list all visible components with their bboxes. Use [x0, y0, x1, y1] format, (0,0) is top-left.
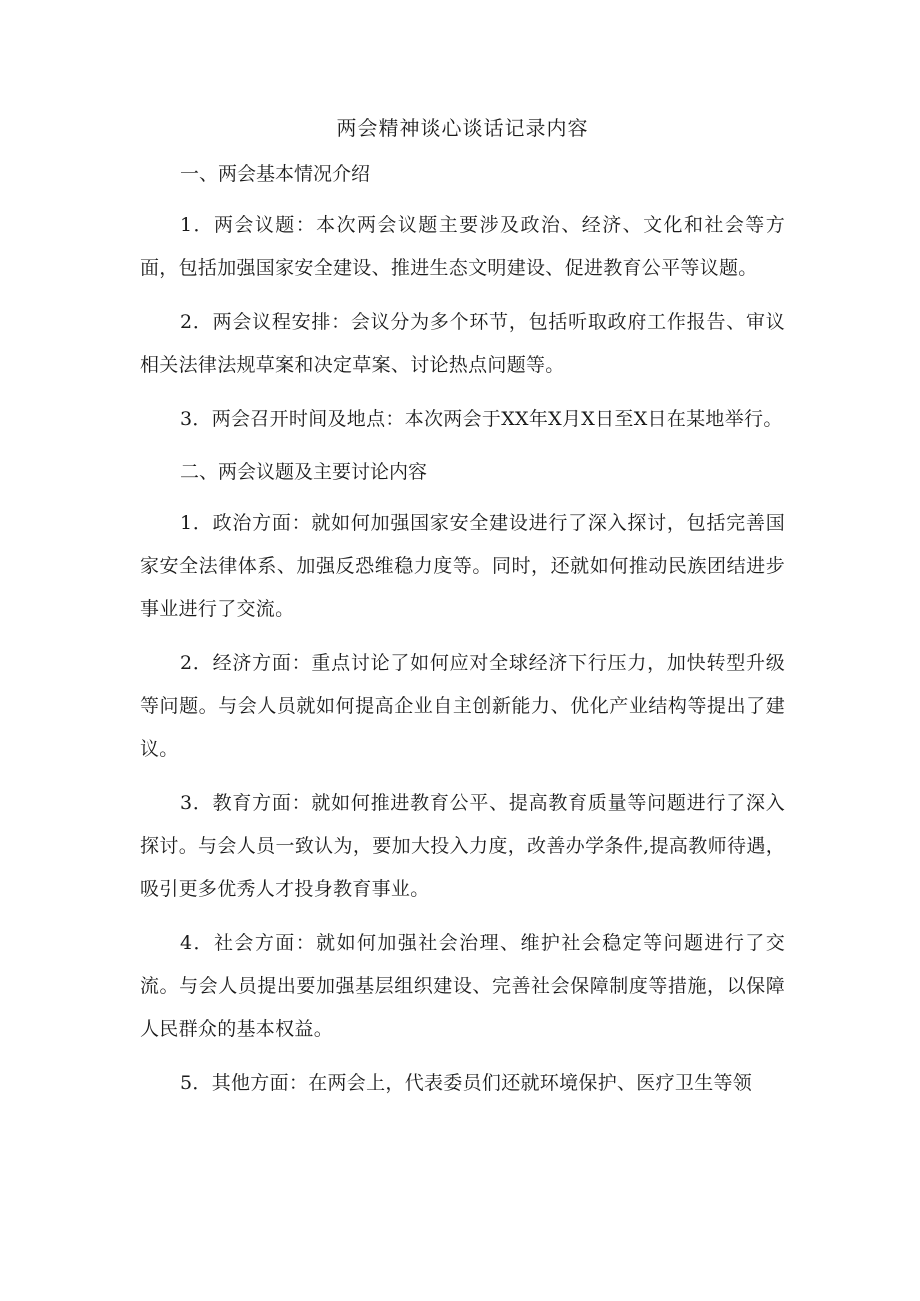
- section-2-item-4: 4．社会方面：就如何加强社会治理、维护社会稳定等问题进行了交流。与会人员提出要加强基层组织建设、完善社会保障制度等措施，以保障人民群众的基本权益。: [140, 932, 785, 1040]
- document-page: [140, 108, 785, 1116]
- section-1-item-2: 2．两会议程安排：会议分为多个环节，包括听取政府工作报告、审议相关法律法规草案和决定草案、讨论热点问题等。: [140, 311, 785, 376]
- section-2-item-5: 5．其他方面：在两会上，代表委员们还就环境保护、医疗卫生等领: [180, 1072, 753, 1094]
- section-1-heading: 一、两会基本情况介绍: [180, 163, 371, 185]
- section-1-item-3: 3．两会召开时间及地点：本次两会于XX年X月X日至X日在某地举行。: [180, 408, 783, 430]
- section-1-item-1: 1．两会议题：本次两会议题主要涉及政治、经济、文化和社会等方面，包括加强国家安全建设、推进生态文明建设、促进教育公平等议题。: [140, 214, 785, 279]
- section-2-item-2: 2．经济方面：重点讨论了如何应对全球经济下行压力，加快转型升级等问题。与会人员就如何提高企业自主创新能力、优化产业结构等提出了建议。: [140, 652, 785, 760]
- section-2-item-3: 3．教育方面：就如何推进教育公平、提高教育质量等问题进行了深入探讨。与会人员一致认为，要加大投入力度，改善办学条件,提高教师待遇，吸引更多优秀人才投身教育事业。: [140, 792, 785, 900]
- section-2-item-1: 1．政治方面：就如何加强国家安全建设进行了深入探讨，包括完善国家安全法律体系、加强反恐维稳力度等。同时，还就如何推动民族团结进步事业进行了交流。: [140, 512, 785, 620]
- document-title: 两会精神谈心谈话记录内容: [336, 116, 589, 140]
- section-2-heading: 二、两会议题及主要讨论内容: [180, 461, 428, 483]
